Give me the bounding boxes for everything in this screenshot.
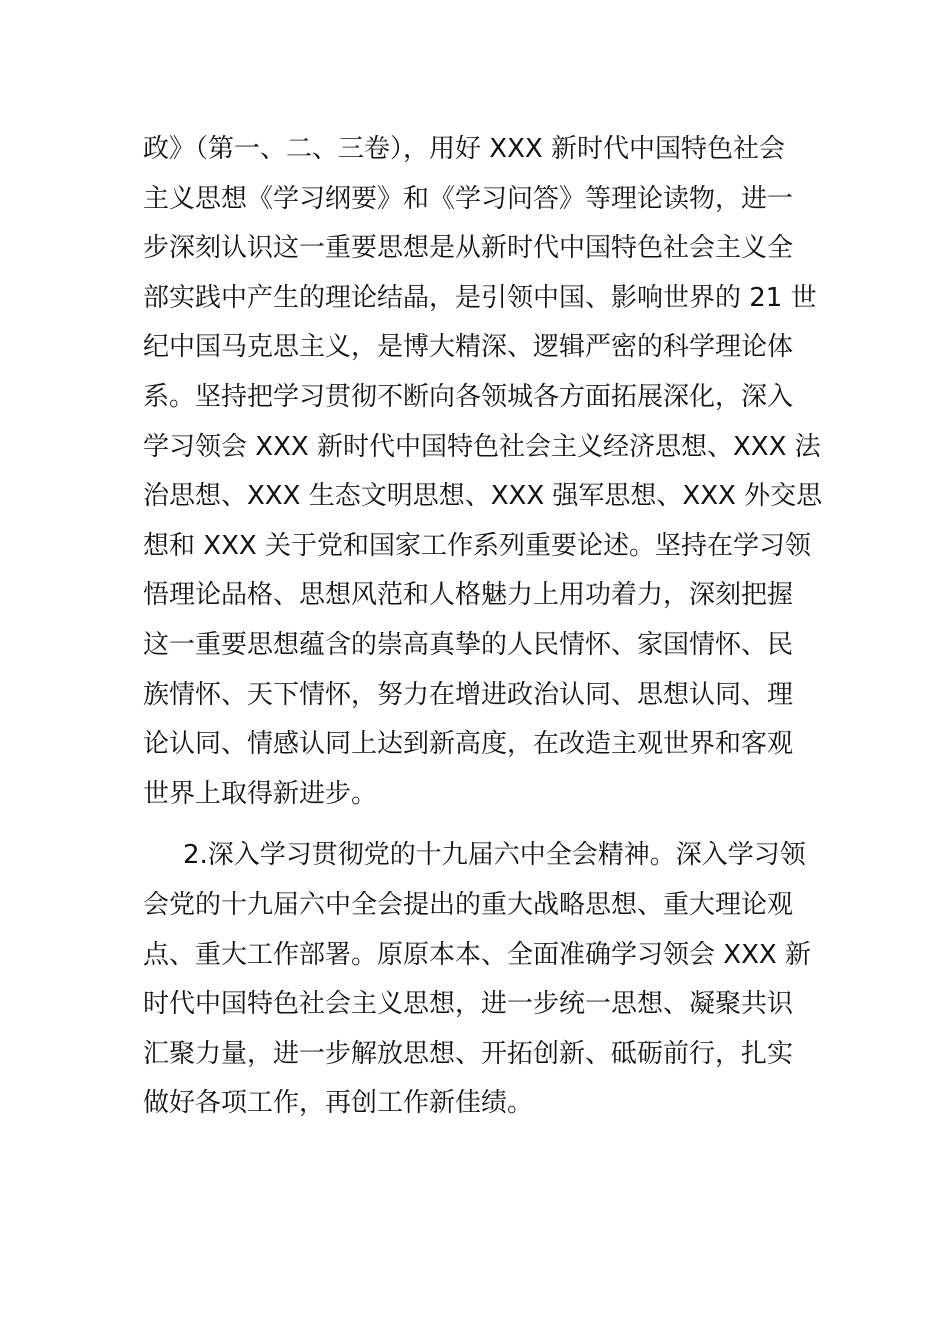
text-line: 政》（第一、二、三卷），用好 XXX 新时代中国特色社会	[143, 134, 785, 164]
text-line: 族情怀、天下情怀，努力在增进政治认同、思想认同、理	[143, 679, 794, 710]
text-line: 时代中国特色社会主义思想，进一步统一思想、凝聚共识	[143, 989, 794, 1020]
text-line: 这一重要思想蕴含的崇高真挚的人民情怀、家国情怀、民	[143, 629, 794, 660]
text-line: 想和 XXX 关于党和国家工作系列重要论述。坚持在学习领	[143, 530, 811, 561]
paragraph-2	[143, 831, 811, 1129]
text-line: 系。坚持把学习贯彻不断向各领城各方面拓展深化，深入	[143, 381, 794, 412]
text-line: 做好各项工作，再创工作新佳绩。	[143, 1088, 534, 1119]
text-line: 纪中国马克思主义，是博大精深、逻辑严密的科学理论体	[143, 332, 794, 363]
text-line: 世界上取得新进步。	[143, 778, 378, 809]
paragraph-spacer	[143, 819, 808, 831]
text-line-indented: 2.深入学习贯彻党的十九届六中全会精神。深入学习领	[183, 840, 806, 871]
text-line: 主义思想《学习纲要》和《学习问答》等理论读物，进一	[143, 183, 794, 214]
text-line: 悟理论品格、思想风范和人格魅力上用功着力，深刻把握	[143, 580, 794, 611]
text-line: 步深刻认识这一重要思想是从新时代中国特色社会主义全	[143, 233, 794, 264]
text-line: 学习领会 XXX 新时代中国特色社会主义经济思想、XXX 法	[143, 431, 821, 462]
document-body	[143, 125, 823, 1129]
text-line: 部实践中产生的理论结晶，是引领中国、影响世界的 21 世	[143, 282, 817, 313]
paragraph-1	[143, 125, 823, 819]
text-line: 汇聚力量，进一步解放思想、开拓创新、砥砺前行，扎实	[143, 1038, 794, 1069]
text-line: 治思想、XXX 生态文明思想、XXX 强军思想、XXX 外交思	[143, 481, 823, 512]
text-line: 会党的十九届六中全会提出的重大战略思想、重大理论观	[143, 889, 794, 920]
text-line: 论认同、情感认同上达到新高度，在改造主观世界和客观	[143, 729, 794, 760]
text-line: 点、重大工作部署。原原本本、全面准确学习领会 XXX 新	[143, 939, 811, 970]
